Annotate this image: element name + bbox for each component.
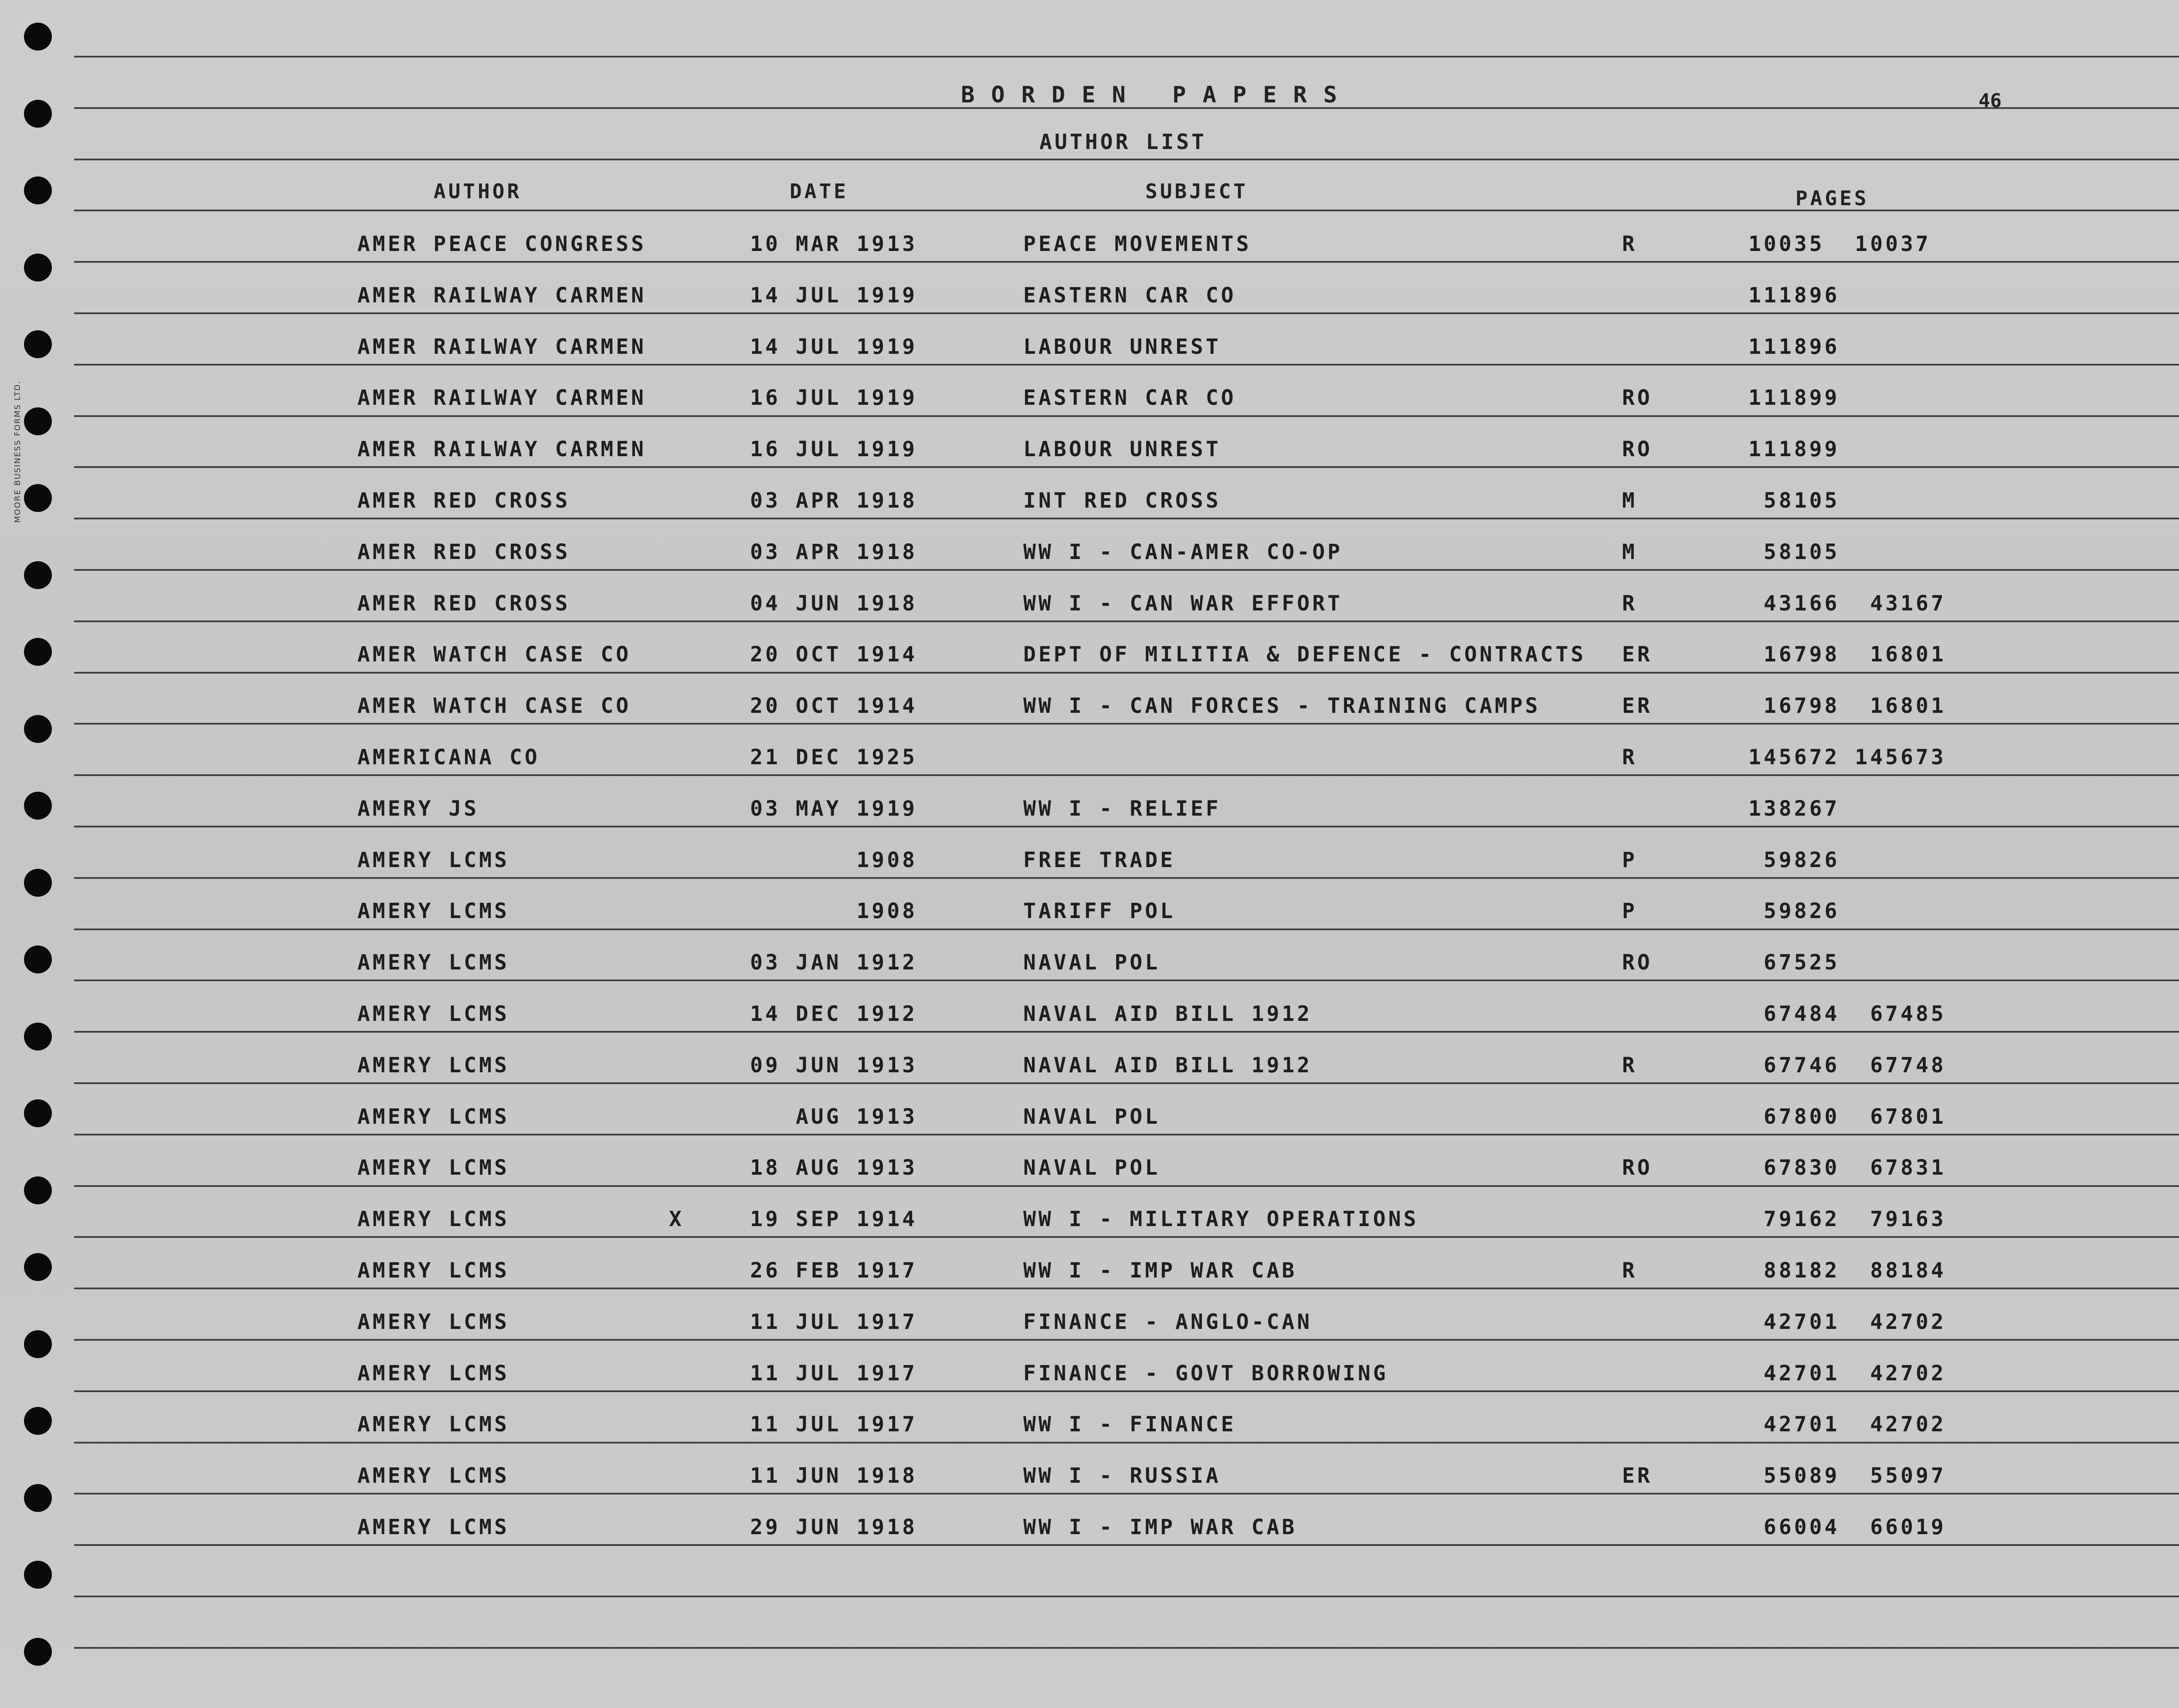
subject-cell: NAVAL POL — [1023, 1105, 1161, 1129]
subject-cell: WW I - CAN WAR EFFORT — [1023, 591, 1343, 616]
date-cell: 20 OCT 1914 — [750, 642, 917, 667]
table-row — [0, 232, 2179, 267]
author-cell: AMER RAILWAY CARMEN — [357, 386, 647, 410]
pages-cell: 16798 16801 — [1748, 694, 1946, 718]
date-cell: 26 FEB 1917 — [750, 1258, 917, 1283]
pages-cell: 55089 55097 — [1748, 1464, 1946, 1488]
date-cell: 1908 — [856, 848, 917, 872]
date-cell: 09 JUN 1913 — [750, 1053, 917, 1078]
author-cell: AMER RED CROSS — [357, 540, 570, 564]
subject-cell: WW I - RUSSIA — [1023, 1464, 1221, 1488]
feed-hole — [24, 100, 52, 128]
pages-cell: 10035 10037 — [1748, 232, 1931, 256]
date-cell: 18 AUG 1913 — [750, 1156, 917, 1180]
date-cell: 1908 — [856, 899, 917, 923]
table-row — [0, 540, 2179, 575]
author-cell: AMERY LCMS — [357, 1105, 509, 1129]
mark-cell: X — [669, 1207, 684, 1231]
code-cell: R — [1622, 591, 1637, 616]
table-row — [0, 1105, 2179, 1139]
subject-cell: NAVAL AID BILL 1912 — [1023, 1053, 1313, 1078]
date-cell: 20 OCT 1914 — [750, 694, 917, 718]
pages-cell: 111896 — [1748, 283, 1840, 308]
author-cell: AMERY LCMS — [357, 1361, 509, 1386]
feed-hole — [24, 1638, 52, 1666]
table-row — [0, 488, 2179, 523]
subject-cell: FINANCE - GOVT BORROWING — [1023, 1361, 1388, 1386]
pages-cell: 67800 67801 — [1748, 1105, 1946, 1129]
author-cell: AMER RED CROSS — [357, 591, 570, 616]
author-cell: AMERY LCMS — [357, 899, 509, 923]
pages-cell: 42701 42702 — [1748, 1412, 1946, 1437]
author-cell: AMER PEACE CONGRESS — [357, 232, 647, 256]
table-row — [0, 1053, 2179, 1088]
table-row — [0, 796, 2179, 831]
table-row — [0, 745, 2179, 780]
code-cell: RO — [1622, 386, 1653, 410]
subject-cell: WW I - RELIEF — [1023, 796, 1221, 821]
author-cell: AMERY LCMS — [357, 1207, 509, 1231]
code-cell: M — [1622, 540, 1637, 564]
table-row — [0, 1002, 2179, 1037]
subject-cell: EASTERN CAR CO — [1023, 386, 1236, 410]
date-cell: 19 SEP 1914 — [750, 1207, 917, 1231]
page-number: 46 — [1979, 90, 2002, 112]
subject-cell: WW I - IMP WAR CAB — [1023, 1258, 1297, 1283]
author-cell: AMERY LCMS — [357, 1156, 509, 1180]
pages-cell: 145672 145673 — [1748, 745, 1946, 769]
pages-cell: 42701 42702 — [1748, 1361, 1946, 1386]
table-row — [0, 437, 2179, 472]
code-cell: R — [1622, 1258, 1637, 1283]
code-cell: ER — [1622, 1464, 1653, 1488]
author-cell: AMERY LCMS — [357, 1464, 509, 1488]
code-cell: P — [1622, 899, 1637, 923]
date-cell: 11 JUL 1917 — [750, 1361, 917, 1386]
code-cell: R — [1622, 232, 1637, 256]
date-cell: 14 JUL 1919 — [750, 283, 917, 308]
date-cell: 03 APR 1918 — [750, 540, 917, 564]
table-row — [0, 899, 2179, 934]
author-cell: AMERY LCMS — [357, 950, 509, 975]
pages-cell: 111896 — [1748, 335, 1840, 359]
code-cell: RO — [1622, 950, 1653, 975]
author-cell: AMERY LCMS — [357, 1002, 509, 1026]
author-cell: AMERY LCMS — [357, 1310, 509, 1334]
code-cell: P — [1622, 848, 1637, 872]
ruled-line — [74, 56, 2179, 58]
date-cell: 14 DEC 1912 — [750, 1002, 917, 1026]
subject-cell: WW I - IMP WAR CAB — [1023, 1515, 1297, 1539]
pages-cell: 67830 67831 — [1748, 1156, 1946, 1180]
table-row — [0, 283, 2179, 318]
subject-cell: NAVAL POL — [1023, 1156, 1161, 1180]
author-cell: AMER RAILWAY CARMEN — [357, 335, 647, 359]
subject-cell: WW I - CAN FORCES - TRAINING CAMPS — [1023, 694, 1541, 718]
author-cell: AMERY LCMS — [357, 1258, 509, 1283]
table-row — [0, 1464, 2179, 1498]
table-row — [0, 335, 2179, 369]
date-cell: 03 APR 1918 — [750, 488, 917, 513]
pages-cell: 79162 79163 — [1748, 1207, 1946, 1231]
date-cell: 04 JUN 1918 — [750, 591, 917, 616]
date-cell: 16 JUL 1919 — [750, 437, 917, 461]
table-row — [0, 1156, 2179, 1190]
subject-cell: TARIFF POL — [1023, 899, 1175, 923]
table-row — [0, 642, 2179, 677]
table-row — [0, 1515, 2179, 1550]
list-subtitle: AUTHOR LIST — [1039, 130, 1207, 154]
feed-hole — [24, 176, 52, 204]
date-cell: AUG 1913 — [795, 1105, 917, 1129]
code-cell: M — [1622, 488, 1637, 513]
subject-cell: WW I - FINANCE — [1023, 1412, 1236, 1437]
subject-cell: WW I - MILITARY OPERATIONS — [1023, 1207, 1419, 1231]
table-row — [0, 591, 2179, 626]
author-cell: AMERY JS — [357, 796, 479, 821]
pages-cell: 42701 42702 — [1748, 1310, 1946, 1334]
pages-cell: 111899 — [1748, 437, 1840, 461]
document-title: BORDEN PAPERS — [961, 82, 1354, 108]
column-header-date: DATE — [790, 180, 849, 203]
table-row — [0, 950, 2179, 985]
author-cell: AMER RAILWAY CARMEN — [357, 437, 647, 461]
date-cell: 03 JAN 1912 — [750, 950, 917, 975]
table-row — [0, 1258, 2179, 1293]
author-cell: AMERY LCMS — [357, 1412, 509, 1437]
date-cell: 10 MAR 1913 — [750, 232, 917, 256]
subject-cell: NAVAL POL — [1023, 950, 1161, 975]
table-row — [0, 1361, 2179, 1396]
author-cell: AMER RAILWAY CARMEN — [357, 283, 647, 308]
feed-hole — [24, 1561, 52, 1589]
author-cell: AMER WATCH CASE CO — [357, 642, 631, 667]
date-cell: 11 JUL 1917 — [750, 1310, 917, 1334]
pages-cell: 43166 43167 — [1748, 591, 1946, 616]
code-cell: ER — [1622, 694, 1653, 718]
code-cell: RO — [1622, 437, 1653, 461]
pages-cell: 58105 — [1748, 540, 1840, 564]
subject-cell: DEPT OF MILITIA & DEFENCE - CONTRACTS — [1023, 642, 1586, 667]
author-cell: AMERY LCMS — [357, 848, 509, 872]
pages-cell: 67746 67748 — [1748, 1053, 1946, 1078]
subject-cell: LABOUR UNREST — [1023, 437, 1221, 461]
author-cell: AMER RED CROSS — [357, 488, 570, 513]
column-header-author: AUTHOR — [434, 180, 522, 203]
date-cell: 14 JUL 1919 — [750, 335, 917, 359]
table-row — [0, 1207, 2179, 1242]
ruled-line — [74, 1647, 2179, 1649]
feed-hole — [24, 23, 52, 51]
date-cell: 11 JUL 1917 — [750, 1412, 917, 1437]
code-cell: ER — [1622, 642, 1653, 667]
code-cell: RO — [1622, 1156, 1653, 1180]
ruled-line — [74, 159, 2179, 160]
subject-cell: FINANCE - ANGLO-CAN — [1023, 1310, 1313, 1334]
table-row — [0, 386, 2179, 420]
author-cell: AMER WATCH CASE CO — [357, 694, 631, 718]
pages-cell: 58105 — [1748, 488, 1840, 513]
column-header-subject: SUBJECT — [1145, 180, 1248, 203]
subject-cell: INT RED CROSS — [1023, 488, 1221, 513]
subject-cell: EASTERN CAR CO — [1023, 283, 1236, 308]
subject-cell: NAVAL AID BILL 1912 — [1023, 1002, 1313, 1026]
date-cell: 29 JUN 1918 — [750, 1515, 917, 1539]
pages-cell: 67525 — [1748, 950, 1840, 975]
code-cell: R — [1622, 745, 1637, 769]
subject-cell: WW I - CAN-AMER CO-OP — [1023, 540, 1343, 564]
pages-cell: 138267 — [1748, 796, 1840, 821]
pages-cell: 16798 16801 — [1748, 642, 1946, 667]
date-cell: 03 MAY 1919 — [750, 796, 917, 821]
pages-cell: 59826 — [1748, 848, 1840, 872]
table-row — [0, 1412, 2179, 1447]
ruled-line — [74, 1596, 2179, 1597]
author-cell: AMERICANA CO — [357, 745, 540, 769]
pages-cell: 59826 — [1748, 899, 1840, 923]
table-row — [0, 848, 2179, 883]
subject-cell: FREE TRADE — [1023, 848, 1175, 872]
author-cell: AMERY LCMS — [357, 1053, 509, 1078]
table-row — [0, 694, 2179, 729]
pages-cell: 88182 88184 — [1748, 1258, 1946, 1283]
code-cell: R — [1622, 1053, 1637, 1078]
author-cell: AMERY LCMS — [357, 1515, 509, 1539]
pages-cell: 111899 — [1748, 386, 1840, 410]
date-cell: 16 JUL 1919 — [750, 386, 917, 410]
date-cell: 21 DEC 1925 — [750, 745, 917, 769]
subject-cell: PEACE MOVEMENTS — [1023, 232, 1252, 256]
date-cell: 11 JUN 1918 — [750, 1464, 917, 1488]
pages-cell: 67484 67485 — [1748, 1002, 1946, 1026]
table-row — [0, 1310, 2179, 1345]
subject-cell: LABOUR UNREST — [1023, 335, 1221, 359]
margin-print: MOORE BUSINESS FORMS LTD. — [13, 380, 22, 523]
column-header-pages: PAGES — [1795, 186, 1869, 210]
pages-cell: 66004 66019 — [1748, 1515, 1946, 1539]
